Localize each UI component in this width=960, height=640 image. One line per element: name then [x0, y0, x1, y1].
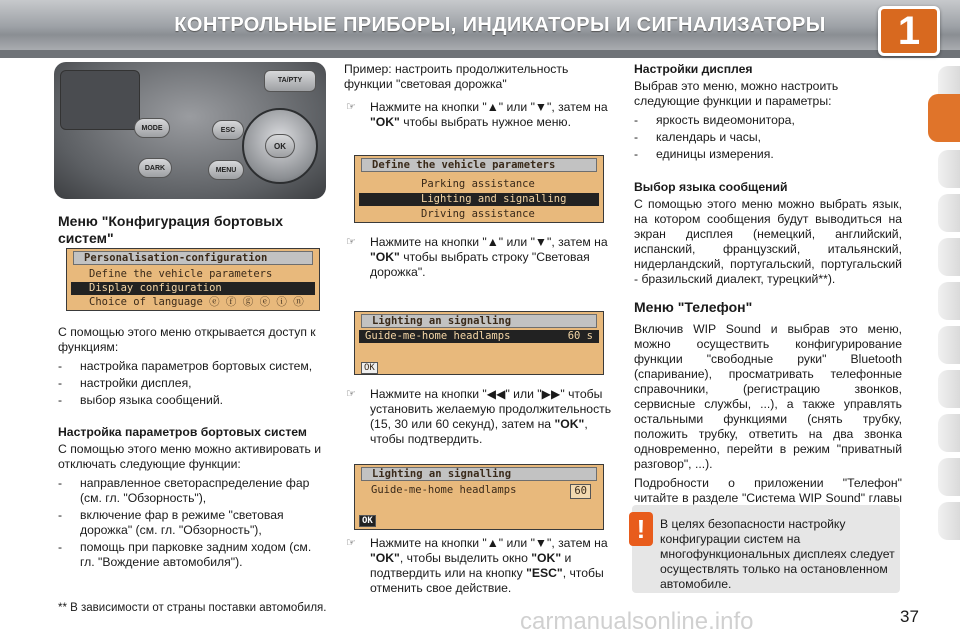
menu-button: MENU	[208, 160, 244, 180]
dark-button: DARK	[138, 158, 172, 178]
pointer-icon: ☞	[346, 388, 356, 400]
lcd-row: Parking assistance	[421, 178, 535, 190]
lcd-screen-vehicle-params	[354, 155, 604, 223]
lcd-row-selected: Lighting and signalling	[359, 193, 599, 206]
lcd-row-selected: Guide-me-home headlamps 60 s	[359, 330, 599, 343]
chapter-tab[interactable]	[938, 326, 960, 364]
lcd-screen-personalisation	[66, 248, 320, 311]
header-line	[0, 50, 960, 58]
settings-section	[58, 425, 328, 572]
warning-text: В целях безопасности настройку конфигурации систем на многофункциональных дисплеях следует осуществлять только на остановленном автомобиле.	[660, 517, 895, 591]
chapter-tab[interactable]	[938, 194, 960, 232]
list-item: - помощь при парковке задним ходом (см. гл. "Вождение автомобиля").	[58, 540, 312, 569]
middle-column	[344, 62, 616, 130]
lcd-row-selected: Display configuration	[71, 282, 315, 295]
lcd-title: Lighting an signalling	[361, 314, 597, 328]
lcd-row: Define the vehicle parameters	[89, 268, 273, 280]
list-item: - настройки дисплея,	[58, 376, 192, 390]
mode-button: MODE	[134, 118, 170, 138]
left-column-body	[58, 325, 328, 410]
lcd-row: Driving assistance	[421, 208, 535, 220]
lcd-ok-button: OK	[361, 362, 378, 374]
chapter-tab-strip	[928, 66, 960, 586]
chapter-tab[interactable]	[938, 414, 960, 452]
chapter-tab[interactable]	[938, 370, 960, 408]
lcd-ok-button-selected: OK	[359, 515, 376, 527]
lcd-screen-lighting-1	[354, 311, 604, 375]
page-header	[0, 0, 960, 58]
pointer-icon: ☞	[346, 236, 356, 248]
watermark: carmanualsonline.info	[520, 608, 754, 635]
settings-heading: Настройка параметров бортовых систем	[58, 425, 307, 439]
chapter-tab[interactable]	[938, 502, 960, 540]
chapter-tab[interactable]	[938, 282, 960, 320]
ta-pty-button: TA/PTY	[264, 70, 316, 92]
chapter-badge: 1	[878, 6, 940, 56]
panel-slot	[60, 70, 140, 130]
list-item: - яркость видеомонитора,	[634, 113, 795, 127]
step-3-block	[344, 387, 616, 447]
right-column	[634, 62, 902, 525]
language-text: С помощью этого меню можно выбрать язык, на котором сообщения будут выводиться на экран дисплея (немецкий, английский, испанский, французский, итальянский, нидерландский, португальский, португальский - бразильский диалект, турецкий**).	[634, 197, 902, 286]
page-title: КОНТРОЛЬНЫЕ ПРИБОРЫ, ИНДИКАТОРЫ И СИГНАЛИЗАТОРЫ	[174, 14, 826, 36]
lcd-screen-lighting-2	[354, 464, 604, 530]
lcd-row: Choice of language ⓔ ⓕ ⓖ ⓔ ⓘ ⓝ	[89, 296, 304, 308]
list-item: - направленное светораспределение фар (см. гл. "Обзорность"),	[58, 476, 310, 505]
lcd-title: Lighting an signalling	[361, 467, 597, 481]
warning-icon: !	[629, 512, 653, 546]
chapter-tab[interactable]	[938, 238, 960, 276]
footnote: ** В зависимости от страны поставки автомобиля.	[58, 602, 327, 614]
chapter-tab[interactable]	[938, 458, 960, 496]
display-intro: Выбрав это меню, можно настроить следующие функции и параметры:	[634, 79, 839, 108]
lcd-row: Guide-me-home headlamps 60	[371, 484, 597, 497]
phone-more-text: Подробности о приложении "Телефон" читайте в разделе "Система WIP Sound" главы	[634, 476, 902, 505]
list-item: - календарь и часы,	[634, 130, 761, 144]
duration-value: 60 s	[567, 330, 593, 342]
ok-button: OK	[265, 134, 295, 158]
menu-heading: Меню "Конфигурация бортовых систем"	[58, 213, 283, 246]
list-item: - включение фар в режиме "световая дорожка" (см. гл. "Обзорность"),	[58, 508, 284, 537]
left-column	[58, 213, 328, 247]
list-item: - единицы измерения.	[634, 147, 774, 161]
esc-button: ESC	[212, 120, 244, 140]
menu-intro: С помощью этого меню открывается доступ к функциям:	[58, 325, 316, 354]
phone-text: Включив WIP Sound и выбрав это меню, можно осуществить конфигурирование функции "свободные руки" Bluetooth (спаривание), просматривать телефонные справочники, (регистрацию звонков, сервисные службы, ...), а также управлять остальными функциями (снять трубку, положить трубку, ответить на два звонка одновременно, перейти в режим "приватный разговор", ...).	[634, 322, 902, 471]
pointer-icon: ☞	[346, 537, 356, 549]
page-number: 37	[900, 607, 919, 626]
control-panel-photo	[54, 62, 326, 199]
duration-value: 60	[570, 484, 591, 499]
list-item: - выбор языка сообщений.	[58, 393, 224, 407]
phone-heading: Меню "Телефон"	[634, 299, 753, 315]
pointer-icon: ☞	[346, 101, 356, 113]
settings-intro: С помощью этого меню можно активировать и отключать следующие функции:	[58, 442, 322, 471]
step-4-block	[344, 536, 616, 596]
list-item: - настройка параметров бортовых систем,	[58, 359, 313, 373]
example-text: Пример: настроить продолжительность функции "световая дорожка"	[344, 62, 569, 91]
step-1: ☞ Нажмите на кнопки "▲" или "▼", затем на "OK" чтобы выбрать нужное меню.	[346, 100, 608, 129]
chapter-tab-active[interactable]	[928, 94, 960, 142]
language-heading: Выбор языка сообщений	[634, 180, 788, 194]
step-4: ☞ Нажмите на кнопки "▲" или "▼", затем на "OK", чтобы выделить окно "OK" и подтвердить или на кнопку "ESC", чтобы отменить свое действие.	[346, 536, 608, 595]
lcd-title: Define the vehicle parameters	[361, 158, 597, 172]
lcd-title: Personalisation-configuration	[73, 251, 313, 265]
step-2-block	[344, 235, 616, 280]
step-3: ☞ Нажмите на кнопки "◀◀" или "▶▶" чтобы установить желаемую продолжительность (15, 30 или 60 секунд), затем на "OK", чтобы подтвердить.	[346, 387, 612, 446]
step-2: ☞ Нажмите на кнопки "▲" или "▼", затем на "OK" чтобы выбрать строку "Световая дорожка".	[346, 235, 608, 279]
display-heading: Настройки дисплея	[634, 62, 753, 76]
chapter-tab[interactable]	[938, 150, 960, 188]
